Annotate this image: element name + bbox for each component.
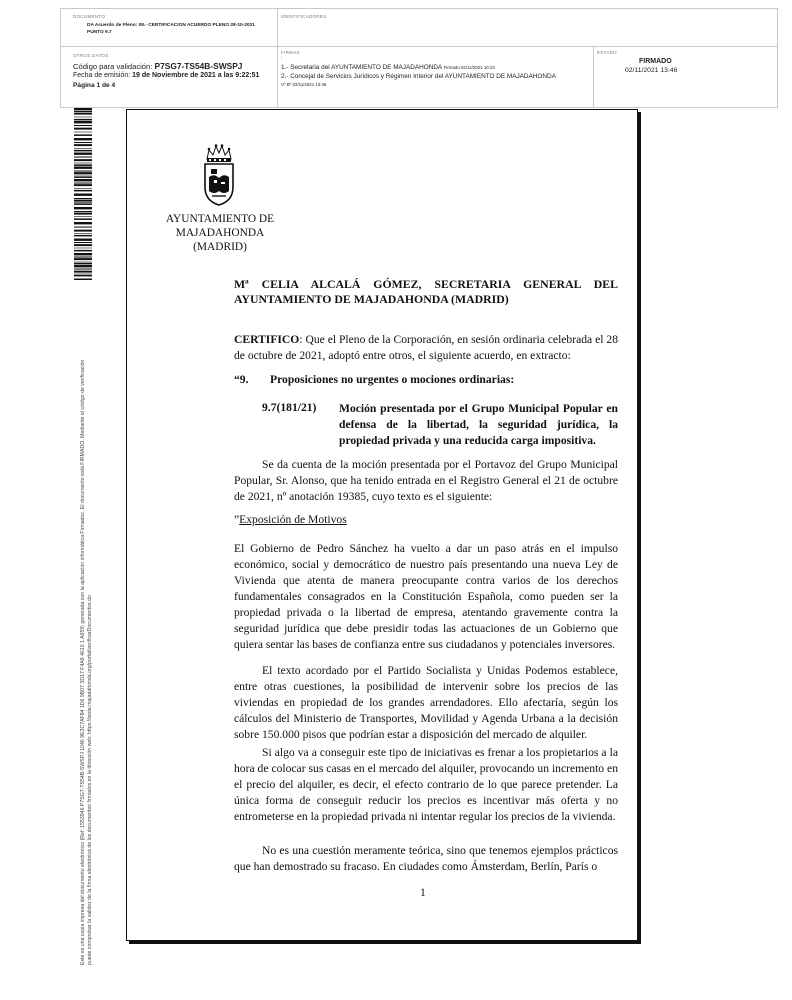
point-title: Proposiciones no urgentes o mociones ordinarias:	[270, 373, 515, 386]
subpoint-title: Moción presentada por el Grupo Municipal Popular en defensa de la libertad, la seguridad jurídica, la propiedad privada y una reducida carga impositiva.	[339, 402, 618, 447]
firma-1-date: Firmado 02/11/2021 10:23	[443, 65, 495, 70]
otros-datos-label: OTROS DATOS	[73, 53, 109, 58]
letterhead-line-3: (MADRID)	[193, 241, 247, 253]
page-indicator: Página 1 de 4	[73, 82, 116, 89]
fecha-value: 19 de Noviembre de 2021 a las 9:22:51	[132, 72, 260, 79]
letterhead-line-2: MAJADAHONDA	[175, 227, 265, 239]
documento-value: DA Acuerdo de Pleno: 08.- CERTIFICACION ACUERDO PLENO 28-10-2021	[87, 23, 255, 28]
firma-2-date: Vº Bº 02/11/2021 13:46	[281, 82, 327, 87]
estado-value: FIRMADO	[639, 58, 672, 65]
verification-side-text-1: Este es una copia impresa del documento electrónico (Ref: 1553946 P7SG7-TS54B-SWSPJ 1046 9E3C7AF84 1D6 9B07 3D17 F4A9 4610 1 A659) generada con la aplicación informática Firmadoc. El documento está FIRMADO. Mediante el código de verificación	[80, 359, 86, 965]
document-header	[60, 8, 778, 108]
codigo-value: P7SG7-TS54B-SWSPJ	[154, 61, 243, 71]
firma-1	[281, 64, 495, 71]
paragraph-4: No es una cuestión meramente teórica, sino que tenemos ejemplos prácticos que han demostrado su fracaso. En ciudades como Ámsterdam, Berlín, París o	[234, 844, 618, 873]
codigo-label: Código para validación:	[73, 62, 153, 71]
firmas-colon: :	[281, 56, 283, 62]
page-number: 1	[420, 886, 426, 899]
fecha-label: Fecha de emisión:	[73, 72, 131, 79]
fecha-emision	[73, 72, 259, 79]
verification-side-text-2: puede comprobar la validez de la firma electrónica de los documentos firmados en la dirección web: https://sede.majadahonda.org/portal/verificarDocumentos.do	[87, 595, 93, 965]
intro-paragraph: Se da cuenta de la moción presentada por el Portavoz del Grupo Municipal Popular, Sr. Alonso, que ha tenido entrada en el Registro General el 21 de octubre de 2021, nº anotación 19385, cuyo texto es el siguiente:	[234, 458, 618, 503]
firma-2: 2.- Concejal de Servicios Jurídicos y Régimen Interior del AYUNTAMIENTO DE MAJADAHONDA	[281, 73, 556, 80]
letterhead-line-1: AYUNTAMIENTO DE	[165, 213, 275, 225]
barcode	[74, 108, 92, 280]
exposicion-heading	[234, 513, 347, 526]
paragraph-1: El Gobierno de Pedro Sánchez ha vuelto a dar un paso atrás en el impulso económico, social y democrático de nuestro país presentando una nueva Ley de Vivienda que atenta de manera preocupante contra varios de los derechos fundamentales consagrados en la Constitución Española, como pueden ser la propiedad privada o la libertad de empresa, atentando gravemente contra la seguridad jurídica que debe presidir todas las actuaciones de un Gobierno que quiera sentar las bases de confianza entre sus ciudadanos y potenciales inversores.	[234, 542, 618, 651]
subpoint-number: 9.7(181/21)	[262, 401, 317, 414]
estado-label: ESTADO	[597, 50, 617, 55]
paragraph-3: Si algo va a conseguir este tipo de iniciativas es frenar a los propietarios a la hora de colocar sus casas en el mercado del alquiler, provocando un incremento en el precio del alquiler, es decir, el efecto contrario de lo que parece pretender. La única forma de conseguir reducir los precios es incentivar más oferta y no entrometerse en la propiedad privada ni intentar regular los precios de la vivienda.	[234, 746, 618, 823]
certifico-paragraph	[234, 332, 618, 364]
firmas-label: FIRMAS	[281, 50, 300, 55]
exposicion-quote: ”	[234, 513, 240, 526]
certifico-label: CERTIFICO	[234, 333, 300, 346]
estado-date: 02/11/2021 13:46	[625, 67, 678, 74]
certifico-text: : Que el Pleno de la Corporación, en sesión ordinaria celebrada el 28 de octubre de 2021, adoptó entre otros, el siguiente acuerdo, en extracto:	[234, 333, 618, 362]
paragraph-2: El texto acordado por el Partido Socialista y Unidas Podemos establece, entre otras cuestiones, la posibilidad de intervenir sobre los precios de las viviendas en propiedad de los grandes arrendadores. Ello afectaría, según los cálculos del Ministerio de Transportes, Movilidad y Agenda Urbana a la decisión sobre 150.000 pisos que podrían estar a disposición del mercado de alquiler.	[234, 664, 618, 741]
documento-label: DOCUMENTO	[73, 14, 106, 19]
coat-of-arms-icon	[202, 143, 236, 207]
identificadores-label: IDENTIFICADORES	[281, 14, 327, 19]
letterhead	[150, 212, 290, 254]
document-title: Mª CELIA ALCALÁ GÓMEZ, SECRETARIA GENERAL DEL AYUNTAMIENTO DE MAJADAHONDA (MADRID)	[234, 277, 618, 306]
codigo-validacion	[73, 61, 242, 71]
exposicion-heading-text: Exposición de Motivos	[239, 513, 347, 526]
point-number: “9.	[234, 373, 249, 386]
firma-1-text: 1.- Secretaria del AYUNTAMIENTO DE MAJADAHONDA	[281, 64, 442, 71]
documento-value-2: PUNTO 9.7	[87, 30, 112, 35]
